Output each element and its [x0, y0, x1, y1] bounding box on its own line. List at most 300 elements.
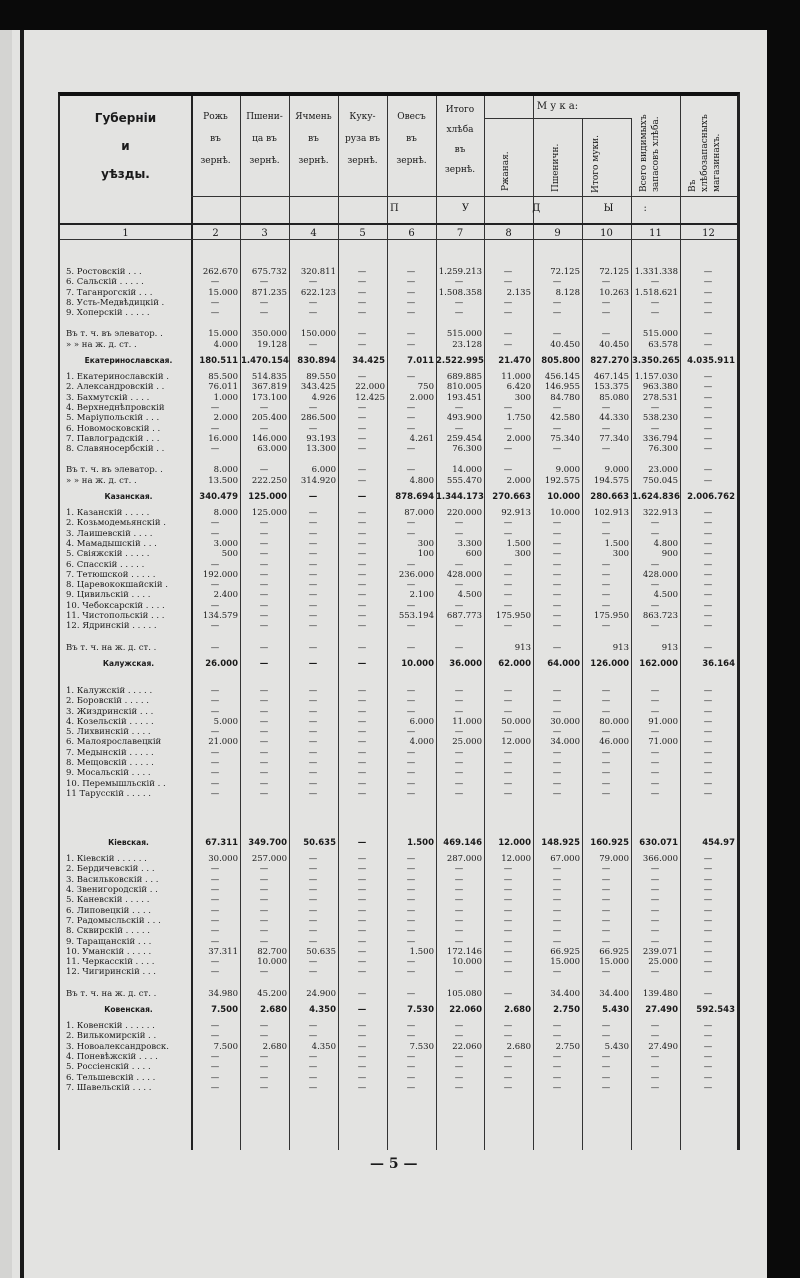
- cell-col-7: 220.000: [446, 508, 482, 519]
- district-name: 11. Чистопольскій . . .: [66, 611, 165, 622]
- column-number: 11: [649, 228, 662, 239]
- cell-col-3: —: [259, 967, 269, 978]
- cell-col-10: 34.400: [599, 988, 629, 999]
- cell-col-4: —: [308, 895, 318, 906]
- district-name: 6. Малоярославецкій: [66, 737, 162, 748]
- cell-col-2: —: [210, 297, 220, 308]
- cell-col-7: 193.451: [446, 392, 482, 403]
- cell-col-12: —: [703, 339, 713, 350]
- cell-col-11: —: [650, 621, 660, 632]
- cell-col-8: —: [503, 518, 513, 529]
- cell-col-4: —: [308, 621, 318, 632]
- cell-col-10: —: [601, 402, 611, 413]
- cell-col-2: 34.980: [208, 988, 238, 999]
- cell-col-4: 320.811: [300, 267, 336, 277]
- cell-col-11: —: [650, 1072, 660, 1083]
- cell-col-2: —: [210, 580, 220, 591]
- cell-col-3: —: [259, 936, 269, 947]
- table-row: [60, 340, 737, 350]
- cell-col-9: 42.580: [550, 413, 580, 424]
- cell-col-7: —: [454, 696, 464, 707]
- cell-col-4: —: [308, 402, 318, 413]
- cell-col-4: —: [308, 1072, 318, 1083]
- cell-col-4: 24.900: [306, 988, 336, 999]
- cell-col-7: 25.000: [452, 737, 482, 748]
- cell-col-5: —: [357, 372, 367, 383]
- cell-col-7: 689.885: [446, 372, 482, 383]
- cell-col-6: —: [406, 788, 416, 799]
- district-name: 9. Цивильскій . . . .: [66, 590, 151, 601]
- cell-col-10: —: [601, 1082, 611, 1093]
- cell-col-9: —: [552, 549, 562, 560]
- cell-col-2: 192.000: [202, 569, 238, 580]
- column-number: 10: [600, 228, 613, 239]
- cell-col-7: —: [454, 905, 464, 916]
- cell-col-7: 105.080: [446, 988, 482, 999]
- cell-col-3: 675.732: [251, 267, 287, 277]
- cell-col-9: —: [552, 277, 562, 288]
- cell-col-6: 553.194: [398, 611, 434, 622]
- district-name: 11 Тарусскій . . . . .: [66, 788, 151, 799]
- cell-col-4: —: [308, 549, 318, 560]
- cell-col-12: —: [703, 508, 713, 519]
- cell-col-10: 80.000: [599, 716, 629, 727]
- cell-col-5: —: [357, 716, 367, 727]
- cell-col-10: —: [601, 423, 611, 434]
- cell-col-2: 340.479: [199, 492, 238, 503]
- cell-col-5: —: [357, 957, 367, 968]
- cell-col-12: —: [703, 518, 713, 529]
- row-spacer: [60, 978, 737, 989]
- cell-col-2: —: [210, 1031, 220, 1042]
- table-row: [60, 1042, 737, 1052]
- cell-col-6: —: [406, 864, 416, 875]
- cell-col-3: —: [259, 864, 269, 875]
- cell-col-9: —: [552, 600, 562, 611]
- cell-col-3: 63.000: [257, 444, 287, 455]
- cell-col-10: —: [601, 308, 611, 319]
- cell-col-12: 2.006.762: [687, 492, 735, 503]
- governorate-total-row: [60, 486, 737, 508]
- cell-col-8: —: [503, 874, 513, 885]
- cell-col-4: 6.000: [311, 465, 336, 476]
- cell-col-3: 173.100: [251, 392, 287, 403]
- cell-col-8: 62.000: [498, 658, 531, 669]
- cell-col-7: 22.060: [452, 1041, 482, 1052]
- cell-col-3: 10.000: [257, 957, 287, 968]
- cell-col-10: —: [601, 768, 611, 779]
- cell-col-10: 300: [612, 549, 629, 560]
- cell-col-7: —: [454, 518, 464, 529]
- cell-col-12: —: [703, 747, 713, 758]
- cell-col-10: —: [601, 696, 611, 707]
- cell-col-7: —: [454, 757, 464, 768]
- cell-col-8: 6.420: [506, 382, 531, 393]
- cell-col-10: 44.330: [599, 413, 629, 424]
- table-row: [60, 444, 737, 454]
- cell-col-8: —: [503, 339, 513, 350]
- cell-col-4: —: [308, 528, 318, 539]
- table-row: [60, 875, 737, 885]
- cell-col-9: —: [552, 518, 562, 529]
- table-row: [60, 277, 737, 287]
- cell-col-11: —: [650, 788, 660, 799]
- cell-col-8: 2.000: [506, 475, 531, 486]
- cell-col-11: 27.490: [648, 1041, 678, 1052]
- cell-col-6: —: [406, 329, 416, 340]
- cell-col-5: —: [357, 778, 367, 789]
- row-spacer: [60, 256, 737, 267]
- cell-col-8: —: [503, 885, 513, 896]
- cell-col-7: —: [454, 642, 464, 653]
- cell-col-12: —: [703, 864, 713, 875]
- cell-col-4: 93.193: [306, 433, 336, 444]
- cell-col-12: 592.543: [696, 1005, 735, 1016]
- cell-col-10: 827.270: [590, 356, 629, 367]
- cell-col-9: —: [552, 747, 562, 758]
- page-number: — 5 —: [370, 1156, 418, 1172]
- district-name: 9. Таращанскій . . .: [66, 936, 152, 947]
- cell-col-7: —: [454, 1021, 464, 1032]
- cell-col-6: 7.011: [407, 356, 434, 367]
- cell-col-12: —: [703, 444, 713, 455]
- table-row: [60, 1031, 737, 1041]
- cell-col-11: —: [650, 706, 660, 717]
- cell-col-2: —: [210, 423, 220, 434]
- table-row: [60, 518, 737, 528]
- cell-col-3: —: [259, 696, 269, 707]
- governorate-total-row: [60, 653, 737, 675]
- cell-col-9: 75.340: [550, 433, 580, 444]
- district-name: 2. Вилькомирскій . .: [66, 1031, 157, 1042]
- cell-col-8: 12.000: [501, 737, 531, 748]
- table-row: [60, 947, 737, 957]
- column-number: 9: [554, 228, 561, 239]
- cell-col-10: 467.145: [593, 372, 629, 383]
- cell-col-7: 555.470: [446, 475, 482, 486]
- cell-col-8: —: [503, 926, 513, 937]
- cell-col-9: —: [552, 895, 562, 906]
- table-row: [60, 403, 737, 413]
- cell-col-3: —: [259, 706, 269, 717]
- header-governorates: [60, 104, 191, 188]
- cell-col-7: —: [454, 788, 464, 799]
- column-number: 7: [456, 228, 464, 239]
- cell-col-4: —: [308, 1062, 318, 1073]
- table-row: [60, 601, 737, 611]
- cell-col-10: 913: [612, 642, 629, 653]
- cell-col-6: 7.530: [407, 1005, 434, 1016]
- cell-col-12: —: [703, 716, 713, 727]
- cell-col-8: 11.000: [501, 372, 531, 383]
- cell-col-4: —: [308, 778, 318, 789]
- cell-col-5: —: [357, 864, 367, 875]
- table-row: [60, 864, 737, 874]
- cell-col-7: —: [454, 706, 464, 717]
- cell-col-12: —: [703, 957, 713, 968]
- cell-col-5: —: [357, 696, 367, 707]
- cell-col-12: —: [703, 611, 713, 622]
- cell-col-8: 913: [514, 642, 531, 653]
- cell-col-2: —: [210, 895, 220, 906]
- cell-col-9: —: [552, 580, 562, 591]
- cell-col-3: —: [259, 559, 269, 570]
- cell-col-4: —: [308, 600, 318, 611]
- cell-col-5: —: [357, 267, 367, 277]
- cell-col-12: —: [703, 685, 713, 696]
- cell-col-7: —: [454, 621, 464, 632]
- cell-col-2: 30.000: [208, 854, 238, 865]
- cell-col-12: —: [703, 402, 713, 413]
- cell-col-4: —: [308, 423, 318, 434]
- cell-col-7: 22.060: [449, 1005, 482, 1016]
- cell-col-7: 76.300: [452, 444, 482, 455]
- district-name: 1. Калужскій . . . . .: [66, 685, 153, 696]
- cell-col-4: 13.300: [306, 444, 336, 455]
- table-row: [60, 476, 737, 486]
- cell-col-2: —: [210, 444, 220, 455]
- units-label: П У Д Ы:: [390, 203, 677, 214]
- table-row: [60, 707, 737, 717]
- cell-col-11: 162.000: [639, 658, 678, 669]
- cell-col-10: —: [601, 706, 611, 717]
- cell-col-11: —: [650, 402, 660, 413]
- cell-col-9: —: [552, 1062, 562, 1073]
- cell-col-9: —: [552, 569, 562, 580]
- cell-col-7: —: [454, 559, 464, 570]
- header-visible-stocks: Всего видимыхъ запасовъ хлѣба.: [639, 114, 661, 192]
- cell-col-10: 40.450: [599, 339, 629, 350]
- cell-col-3: 350.000: [251, 329, 287, 340]
- header-line: въ: [210, 134, 221, 144]
- cell-col-11: —: [650, 768, 660, 779]
- cell-col-3: —: [259, 874, 269, 885]
- cell-col-2: 67.311: [205, 838, 238, 849]
- table-row: [60, 549, 737, 559]
- district-name: 8. Мещовскій . . . . .: [66, 757, 154, 768]
- cell-col-8: —: [503, 957, 513, 968]
- cell-col-5: —: [357, 727, 367, 738]
- cell-col-6: —: [406, 727, 416, 738]
- district-name: 12. Чигиринскій . . .: [66, 967, 157, 978]
- cell-col-2: —: [210, 621, 220, 632]
- cell-col-8: —: [503, 895, 513, 906]
- cell-col-8: —: [503, 600, 513, 611]
- district-name: 5. Ростовскій . . .: [66, 267, 142, 277]
- cell-col-2: —: [210, 308, 220, 319]
- cell-col-3: —: [259, 1031, 269, 1042]
- table-row: [60, 686, 737, 696]
- column-number: 2: [212, 228, 219, 239]
- cell-col-3: —: [259, 308, 269, 319]
- cell-col-9: —: [552, 308, 562, 319]
- cell-col-8: —: [503, 580, 513, 591]
- cell-col-12: —: [703, 967, 713, 978]
- cell-col-7: —: [454, 727, 464, 738]
- cell-col-5: —: [357, 277, 367, 288]
- cell-col-11: 750.045: [642, 475, 678, 486]
- cell-col-6: 6.000: [409, 716, 434, 727]
- cell-col-8: 2.000: [506, 433, 531, 444]
- district-name: 2. Александровскій . .: [66, 382, 165, 393]
- cell-col-9: —: [552, 778, 562, 789]
- cell-col-8: —: [503, 423, 513, 434]
- cell-col-11: 1.331.338: [634, 267, 678, 277]
- cell-col-2: —: [210, 600, 220, 611]
- table-row: [60, 696, 737, 706]
- cell-col-5: —: [357, 308, 367, 319]
- cell-col-9: —: [552, 885, 562, 896]
- cell-col-3: —: [259, 716, 269, 727]
- cell-col-12: —: [703, 885, 713, 896]
- cell-col-7: —: [454, 1031, 464, 1042]
- column-number: 1: [122, 228, 129, 239]
- cell-col-6: —: [406, 402, 416, 413]
- cell-col-5: —: [357, 569, 367, 580]
- district-name: 9. Хоперскій . . . . .: [66, 308, 150, 319]
- governorate-total-row: [60, 350, 737, 372]
- cell-col-12: —: [703, 936, 713, 947]
- cell-col-4: —: [308, 1021, 318, 1032]
- table-row: [60, 957, 737, 967]
- district-name: 7. Таганрогскій . . .: [66, 287, 153, 298]
- cell-col-4: —: [308, 768, 318, 779]
- cell-col-4: —: [308, 957, 318, 968]
- cell-col-8: —: [503, 864, 513, 875]
- row-spacer: [60, 675, 737, 686]
- table-row: [60, 1052, 737, 1062]
- cell-col-11: —: [650, 1031, 660, 1042]
- cell-col-11: 71.000: [648, 737, 678, 748]
- cell-col-11: —: [650, 864, 660, 875]
- cell-col-3: 257.000: [251, 854, 287, 865]
- cell-col-3: —: [259, 642, 269, 653]
- cell-col-9: —: [552, 621, 562, 632]
- table-row: [60, 570, 737, 580]
- cell-col-5: —: [357, 988, 367, 999]
- table-row: [60, 768, 737, 778]
- district-name: 10. Уманскій . . . . .: [66, 946, 152, 957]
- cell-col-3: —: [259, 1082, 269, 1093]
- cell-col-7: 1.259.213: [438, 267, 482, 277]
- cell-col-3: —: [259, 1072, 269, 1083]
- cell-col-4: —: [308, 492, 318, 503]
- cell-col-12: —: [703, 737, 713, 748]
- district-name: 7. Медынскій . . . . .: [66, 747, 154, 758]
- cell-col-5: —: [357, 926, 367, 937]
- cell-col-9: 146.955: [544, 382, 580, 393]
- cell-col-11: 900: [661, 549, 678, 560]
- cell-col-6: —: [406, 747, 416, 758]
- cell-col-6: —: [406, 905, 416, 916]
- cell-col-8: —: [503, 936, 513, 947]
- cell-col-5: —: [357, 433, 367, 444]
- cell-col-9: —: [552, 1072, 562, 1083]
- cell-col-2: 5.000: [213, 716, 238, 727]
- cell-col-11: 239.071: [642, 946, 678, 957]
- cell-col-4: 830.894: [297, 356, 336, 367]
- cell-col-3: —: [259, 757, 269, 768]
- cell-col-6: 7.530: [409, 1041, 434, 1052]
- cell-col-2: 21.000: [208, 737, 238, 748]
- cell-col-12: —: [703, 559, 713, 570]
- header-flour: М у к а:: [536, 101, 579, 112]
- cell-col-6: —: [406, 518, 416, 529]
- header-corn: [338, 106, 387, 172]
- cell-col-4: —: [308, 737, 318, 748]
- cell-col-7: —: [454, 885, 464, 896]
- table-row: [60, 267, 737, 277]
- cell-col-7: —: [454, 915, 464, 926]
- cell-col-9: —: [552, 936, 562, 947]
- cell-col-9: —: [552, 685, 562, 696]
- district-name: 2. Боровскій . . . . .: [66, 696, 149, 707]
- cell-col-10: 102.913: [593, 508, 629, 519]
- cell-col-2: —: [210, 957, 220, 968]
- cell-col-10: —: [601, 528, 611, 539]
- cell-col-6: —: [406, 621, 416, 632]
- cell-col-2: 8.000: [213, 465, 238, 476]
- cell-col-2: —: [210, 864, 220, 875]
- cell-col-2: 2.400: [213, 590, 238, 601]
- cell-col-8: 1.750: [506, 413, 531, 424]
- district-name: 6. Новомосковскій . .: [66, 423, 161, 434]
- district-name: 1. Казанскій . . . . .: [66, 508, 150, 519]
- cell-col-12: —: [703, 413, 713, 424]
- cell-col-6: —: [406, 1082, 416, 1093]
- cell-col-12: —: [703, 706, 713, 717]
- district-name: » » на ж. д. ст. .: [66, 475, 137, 486]
- cell-col-11: —: [650, 580, 660, 591]
- cell-col-3: —: [259, 465, 269, 476]
- cell-col-12: —: [703, 1051, 713, 1062]
- cell-col-5: —: [357, 747, 367, 758]
- cell-col-2: 26.000: [205, 658, 238, 669]
- column-number: 12: [702, 228, 715, 239]
- cell-col-9: —: [552, 757, 562, 768]
- cell-col-7: 259.454: [446, 433, 482, 444]
- cell-col-3: —: [259, 423, 269, 434]
- cell-col-8: —: [503, 267, 513, 277]
- district-name: 8. Славяносербскій . .: [66, 444, 165, 455]
- cell-col-8: —: [503, 1021, 513, 1032]
- cell-col-2: 13.500: [208, 475, 238, 486]
- cell-col-10: —: [601, 1031, 611, 1042]
- cell-col-10: —: [601, 621, 611, 632]
- cell-col-7: —: [454, 864, 464, 875]
- cell-col-10: —: [601, 1072, 611, 1083]
- cell-col-3: —: [259, 747, 269, 758]
- cell-col-5: 34.425: [352, 356, 385, 367]
- cell-col-3: 1.470.154: [241, 356, 289, 367]
- cell-col-8: 270.663: [492, 492, 531, 503]
- cell-col-6: —: [406, 706, 416, 717]
- table-row: [60, 758, 737, 768]
- cell-col-11: 863.723: [642, 611, 678, 622]
- cell-col-10: 85.080: [599, 392, 629, 403]
- cell-col-9: —: [552, 444, 562, 455]
- cell-col-4: —: [308, 685, 318, 696]
- row-spacer: [60, 799, 737, 810]
- district-name: 12. Ядринскій . . . . .: [66, 621, 157, 632]
- cell-col-11: —: [650, 915, 660, 926]
- cell-col-2: —: [210, 926, 220, 937]
- cell-col-10: 126.000: [590, 658, 629, 669]
- cell-col-5: —: [357, 549, 367, 560]
- cell-col-3: —: [259, 538, 269, 549]
- cell-col-9: 72.125: [550, 267, 580, 277]
- district-name: 4. Звенигородскій . .: [66, 885, 158, 896]
